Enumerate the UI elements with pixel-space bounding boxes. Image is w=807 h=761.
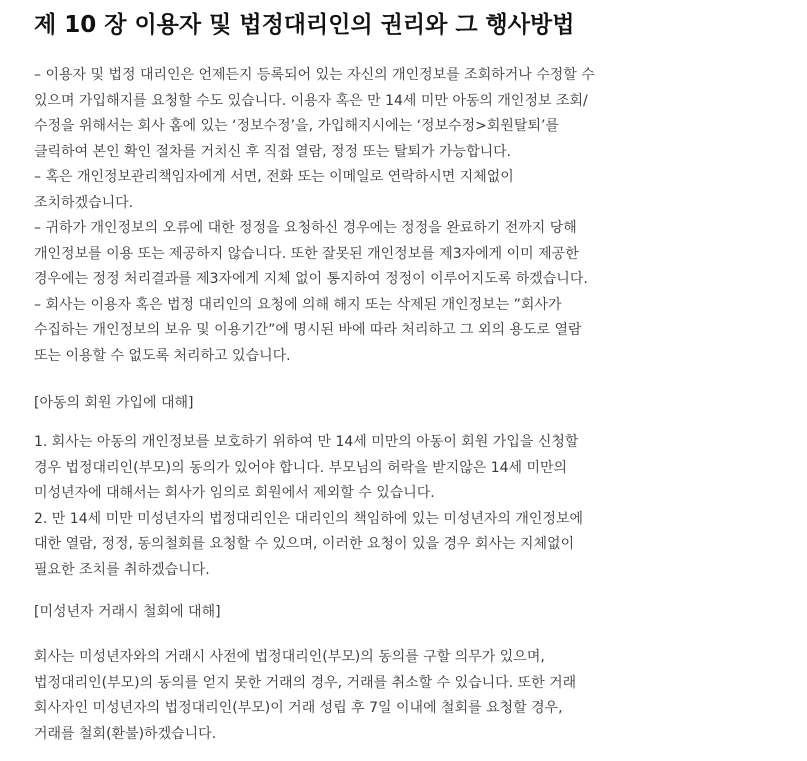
intro-line: 클릭하여 본인 확인 절차를 거치신 후 직접 열람, 정정 또는 탈퇴가 가능합니다. [34,143,512,160]
minor-line: 회사는 미성년자와의 거래시 사전에 법정대리인(부모)의 동의를 구할 의무가 있으며, [34,649,545,665]
minor-line: 회사자인 미성년자의 법정대리인(부모)이 거래 성립 후 7일 이내에 철회를 요청할 경우, [34,700,563,716]
intro-line: – 이용자 및 법정 대리인은 언제든지 등록되어 있는 자신의 개인정보를 조회하거나 수정할 수 [34,67,595,83]
privacy-policy-chapter [34,0,784,742]
intro-line: 조치하겠습니다. [34,194,134,211]
children-line: 대한 열람, 정정, 동의철회를 요청할 수 있으며, 이러한 요청이 있을 경우 회사는 지체없이 [34,536,575,552]
children-heading-block [34,391,194,417]
minor-line: 거래를 철회(환불)하겠습니다. [34,725,217,742]
intro-line: 개인정보를 이용 또는 제공하지 않습니다. 또한 잘못된 개인정보를 제3자에게 이미 제공한 [34,245,579,262]
minor-heading-block [34,600,221,626]
intro-line: 있으며 가입해지를 요청할 수도 있습니다. 이용자 혹은 만 14세 미만 아동의 개인정보 조회/ [34,92,588,109]
section-heading: [미성년자 거래시 철회에 대해] [34,604,221,620]
children-line: 필요한 조치를 취하겠습니다. [34,561,210,578]
chapter-title: 제 10 장 이용자 및 법정대리인의 권리와 그 행사방법 [34,12,575,38]
intro-line: – 귀하가 개인정보의 오류에 대한 정정을 요청하신 경우에는 정정을 완료하기 전까지 당해 [34,220,577,236]
intro-line: 경우에는 정정 처리결과를 제3자에게 지체 없이 통지하여 정정이 이루어지도록 하겠습니다. [34,271,588,287]
section-heading: [아동의 회원 가입에 대해] [34,395,194,411]
children-line: 경우 법정대리인(부모)의 동의가 있어야 합니다. 부모님의 허락을 받지않은 14세 미만의 [34,459,568,476]
intro-line: 수정을 위해서는 회사 홈에 있는 ‘정보수정’을, 가입해지시에는 ‘정보수정>회원탈퇴’를 [34,118,559,134]
intro-line: 수집하는 개인정보의 보유 및 이용기간”에 명시된 바에 따라 처리하고 그 외의 용도로 열람 [34,322,582,338]
minor-section [34,645,576,747]
children-line: 미성년자에 대해서는 회사가 임의로 회원에서 제외할 수 있습니다. [34,485,435,501]
intro-line: 또는 이용할 수 없도록 처리하고 있습니다. [34,347,291,364]
intro-line: – 회사는 이용자 혹은 법정 대리인의 요청에 의해 해지 또는 삭제된 개인정보는 ”회사가 [34,296,562,313]
minor-line: 법정대리인(부모)의 동의를 얻지 못한 거래의 경우, 거래를 취소할 수 있습니다. 또한 거래 [34,674,577,691]
children-section [34,430,583,583]
intro-line: – 혹은 개인정보관리책임자에게 서면, 전화 또는 이메일로 연락하시면 지체없이 [34,169,514,185]
children-line: 2. 만 14세 미만 미성년자의 법정대리인은 대리인의 책임하에 있는 미성년자의 개인정보에 [34,510,584,527]
intro-section [34,63,595,369]
children-line: 1. 회사는 아동의 개인정보를 보호하기 위하여 만 14세 미만의 아동이 회원 가입을 신청할 [34,434,579,450]
